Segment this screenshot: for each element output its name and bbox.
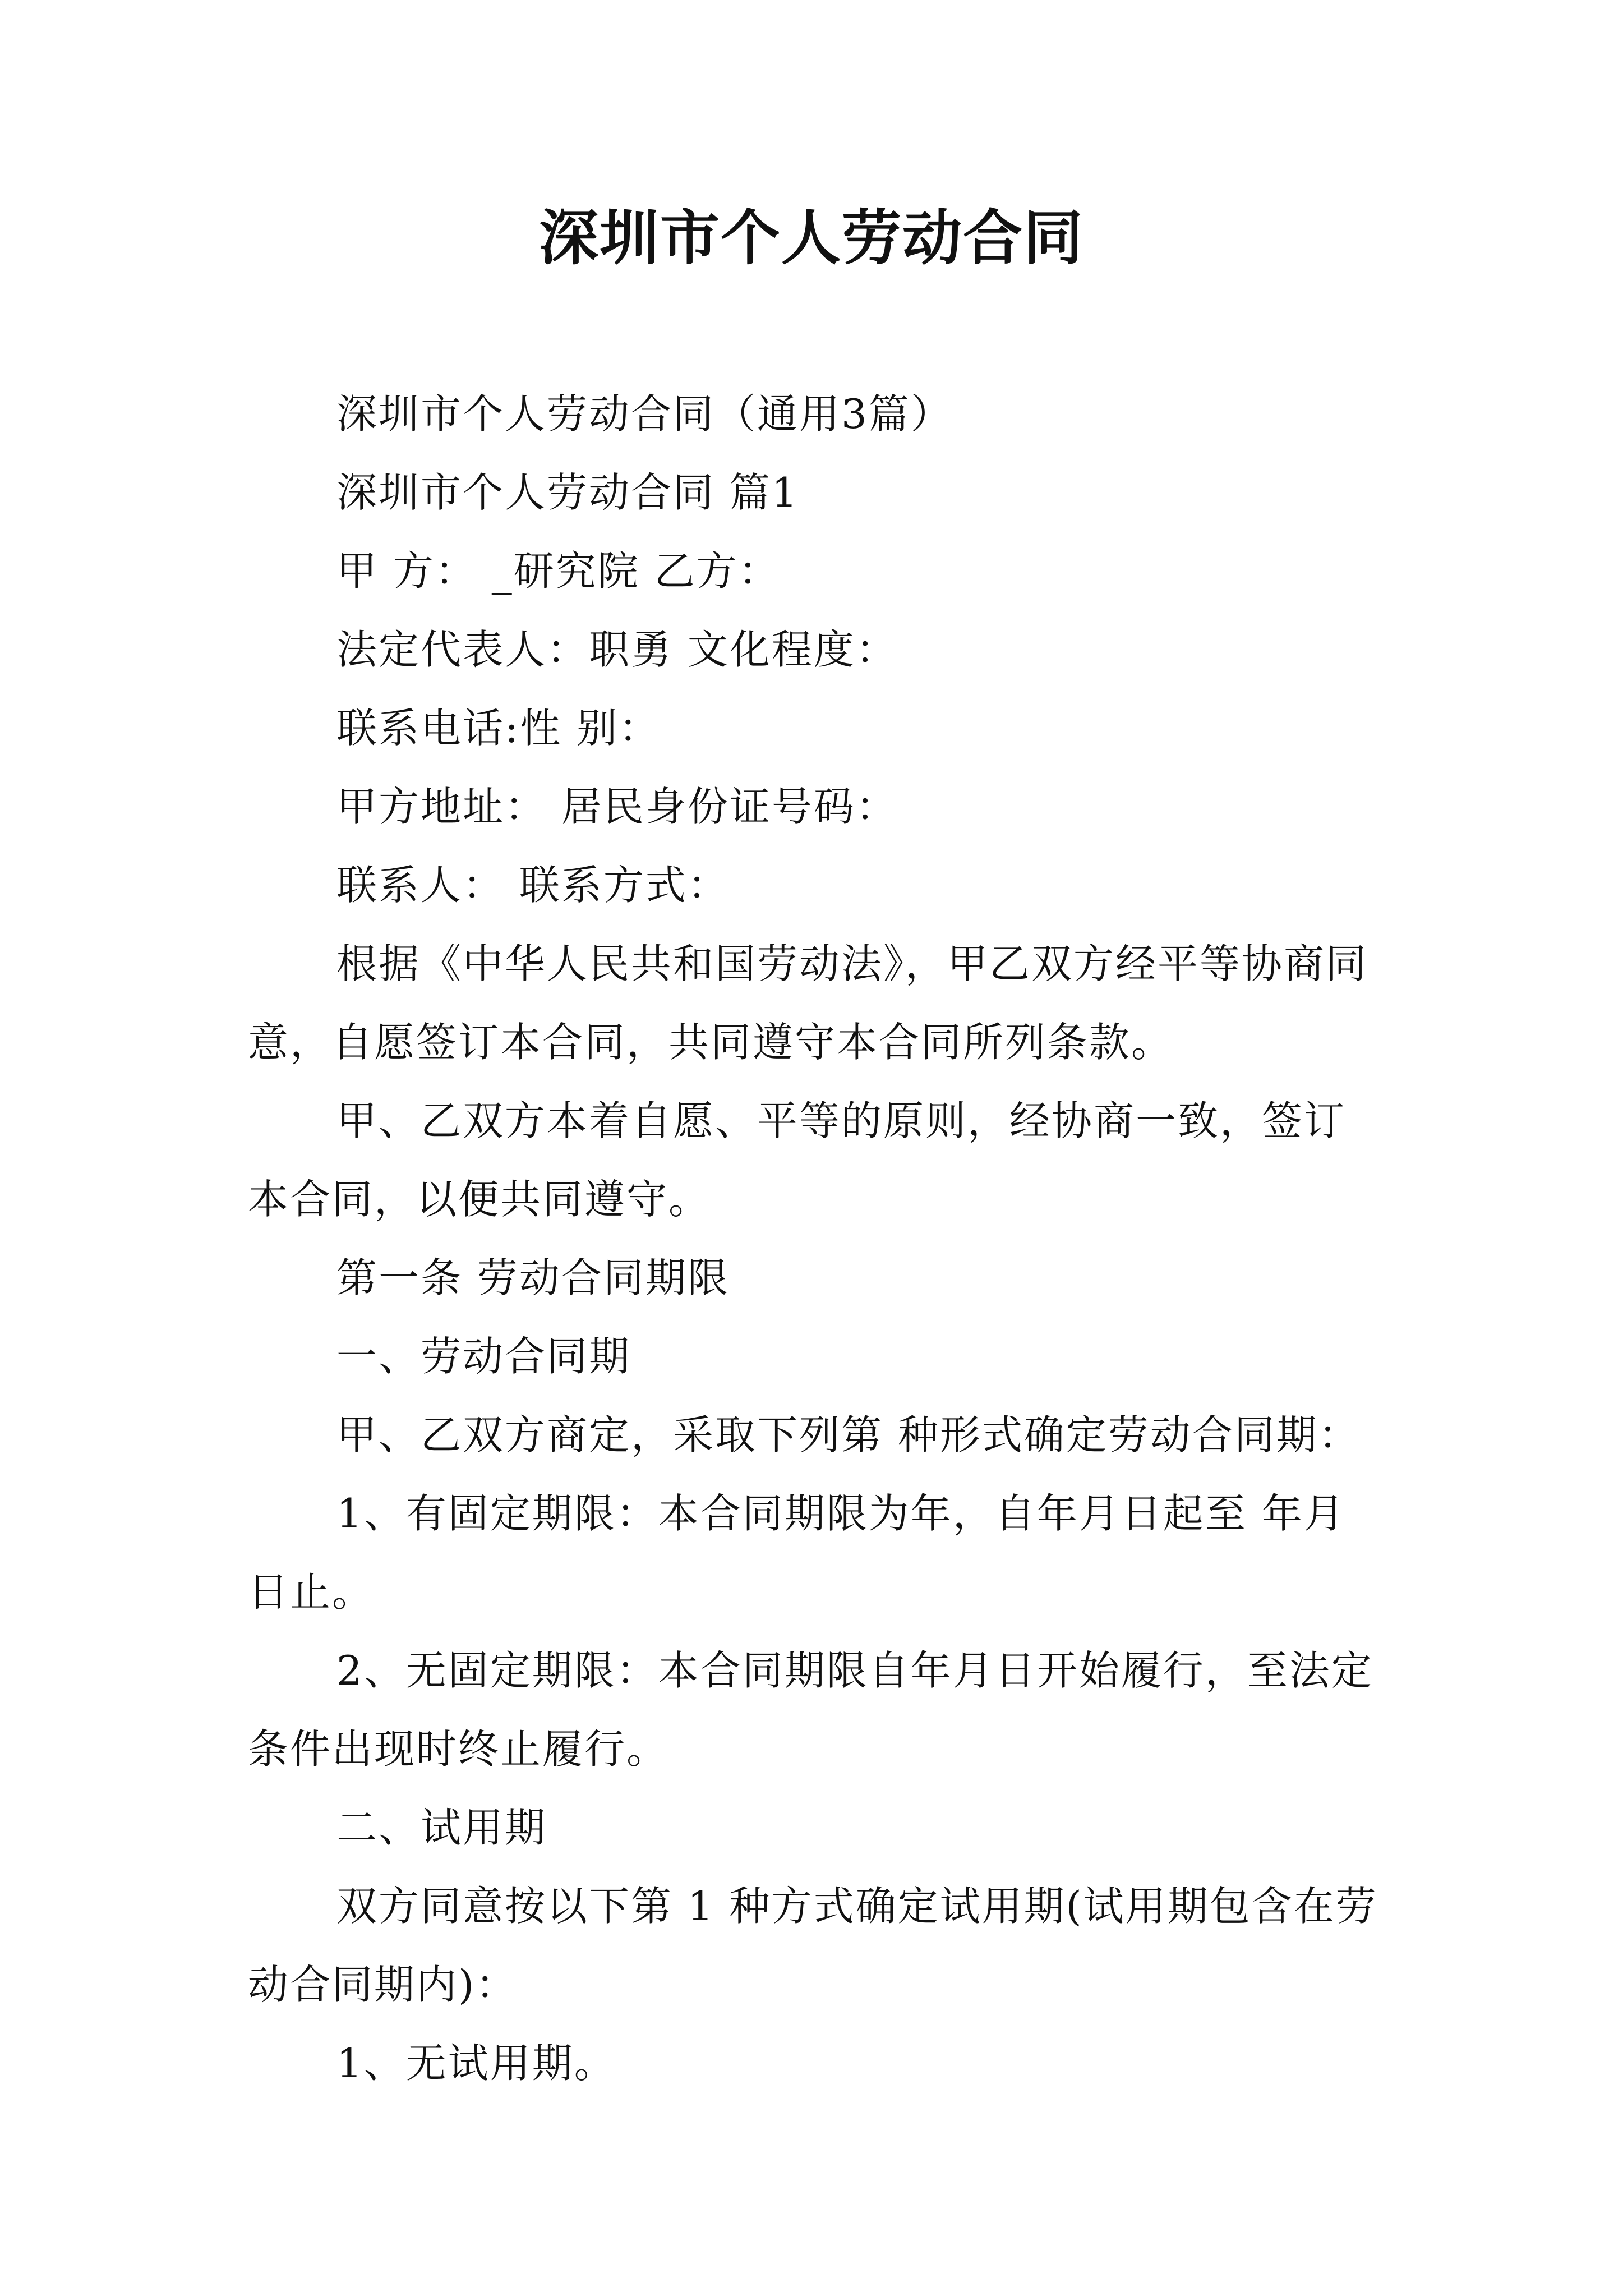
paragraph-address: 甲方地址： 居民身份证号码： — [336, 783, 898, 830]
paragraph-fixed-term: 1、有固定期限：本合同期限为年，自年月日起至 年月日止。 — [248, 1490, 1346, 1616]
paragraph-no-probation: 1、无试用期。 — [336, 2040, 616, 2087]
paragraph-basis: 根据《中华人民共和国劳动法》，甲乙双方经平等协商同意，自愿签订本合同，共同遵守本合同所列条款。 — [248, 940, 1368, 1066]
paragraph-section-1: 一、劳动合同期 — [336, 1333, 631, 1380]
document-body — [248, 375, 1381, 2102]
paragraph-part-title: 深圳市个人劳动合同 篇1 — [336, 469, 799, 516]
paragraph-form-choice: 甲、乙双方商定，采取下列第 种形式确定劳动合同期： — [336, 1411, 1361, 1458]
paragraph-heading: 深圳市个人劳动合同（通用3篇） — [336, 390, 953, 438]
paragraph-principle: 甲、乙双方本着自愿、平等的原则，经协商一致，签订本合同，以便共同遵守。 — [248, 1097, 1347, 1223]
paragraph-contact: 联系人： 联系方式： — [336, 862, 730, 909]
paragraph-legal-rep: 法定代表人：职勇 文化程度： — [336, 626, 898, 673]
paragraph-article-1: 第一条 劳动合同期限 — [336, 1254, 730, 1301]
paragraph-phone: 联系电话:性 别： — [336, 705, 661, 752]
paragraph-probation-choice: 双方同意按以下第 1 种方式确定试用期(试用期包含在劳动合同期内)： — [248, 1883, 1378, 2008]
paragraph-party-a: 甲 方： _研究院 乙方： — [336, 547, 781, 595]
paragraph-section-2: 二、试用期 — [336, 1804, 547, 1851]
document-title: 深圳市个人劳动合同 — [539, 204, 1084, 273]
paragraph-open-term: 2、无固定期限：本合同期限自年月日开始履行，至法定条件出现时终止履行。 — [248, 1647, 1373, 1773]
